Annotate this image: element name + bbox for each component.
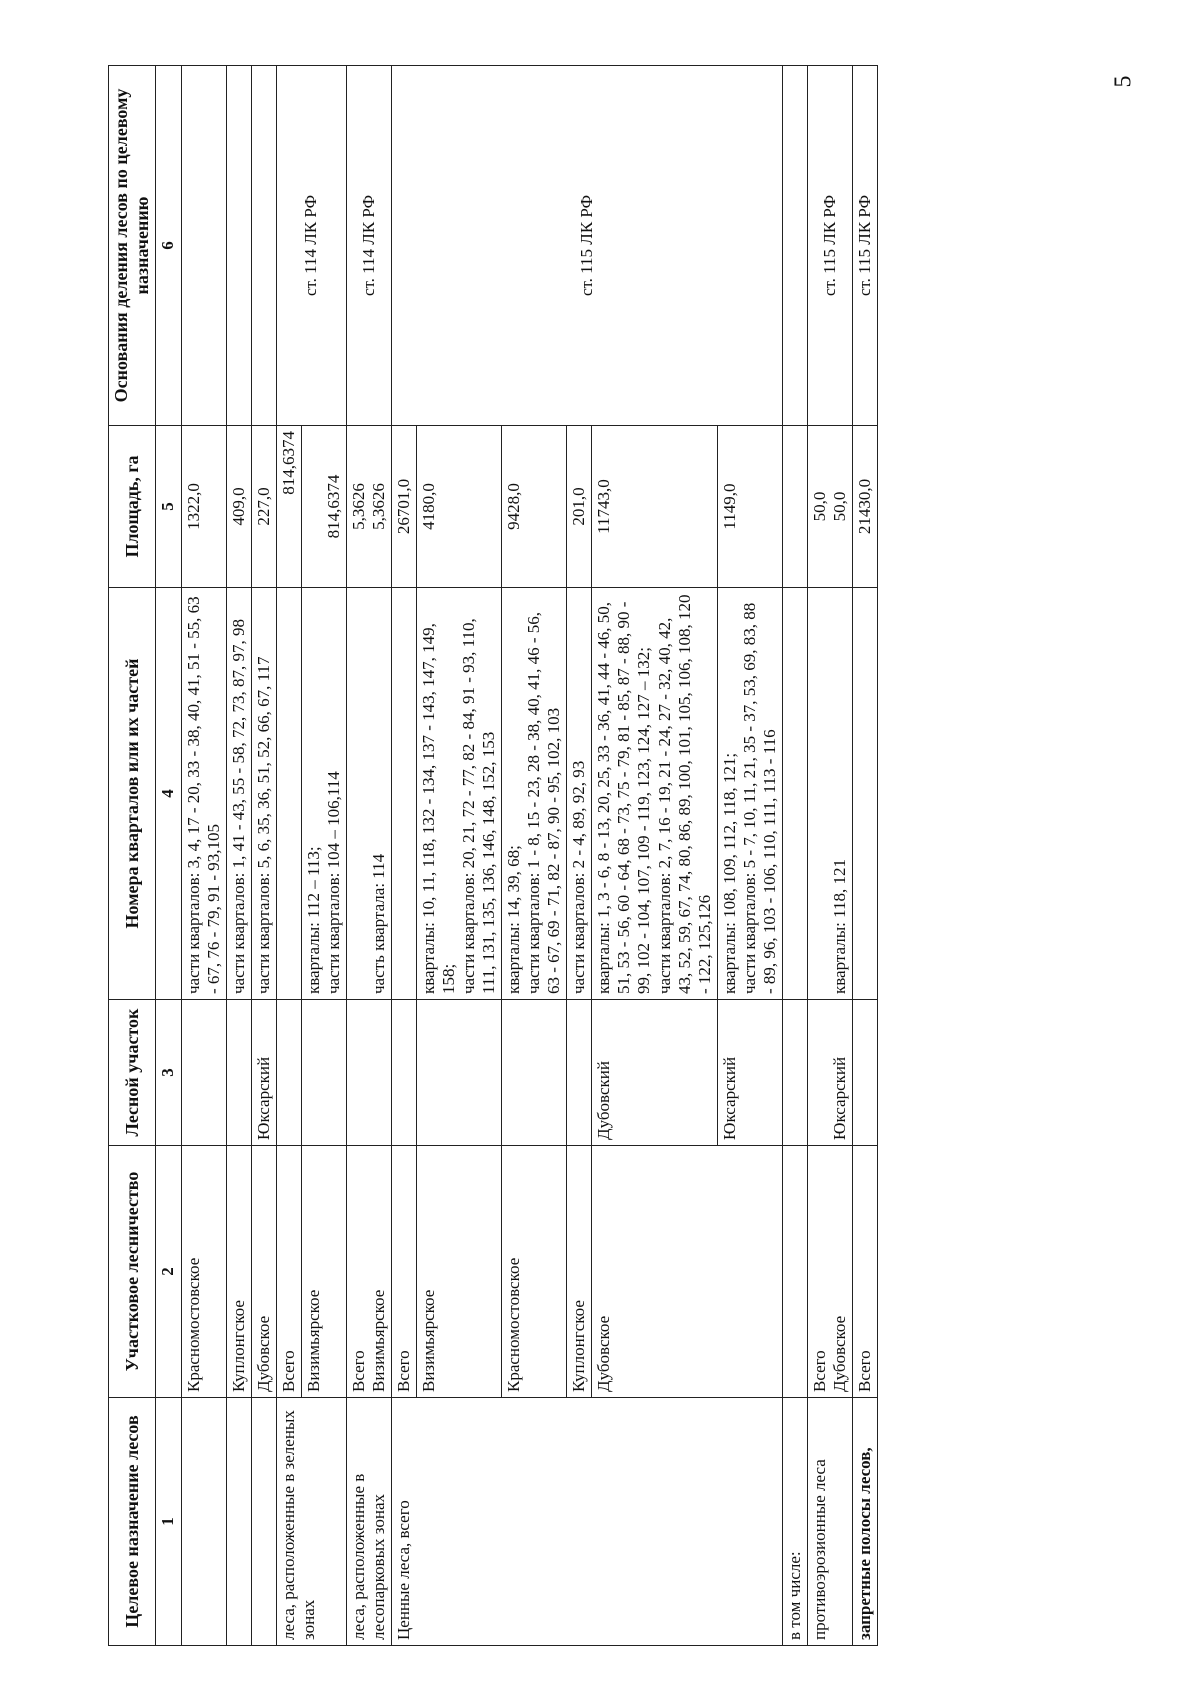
page-number: 5	[1110, 75, 1137, 88]
area-cell: 11743,0	[592, 426, 717, 588]
purpose-cell: противоэрозионные леса	[807, 1398, 852, 1646]
district-cell: Куплонгское	[226, 1146, 251, 1398]
area-cell: 21430,0	[852, 426, 877, 588]
header-area: Площадь, га	[109, 426, 156, 588]
district-cell: Всего Визимьярское	[346, 1146, 391, 1398]
table-row	[251, 66, 276, 1646]
table-row	[226, 66, 251, 1646]
area-cell: 50,0 50,0	[807, 426, 852, 588]
quarters-cell: кварталы: 108, 109, 112, 118, 121; части кварталов: 5 - 7, 10, 11, 21, 35 - 37, 53, 69, 83, 88 - 89, 96, 103 - 106, 110, 111, 113 - 116	[717, 588, 782, 1000]
col-num-3: 3	[156, 1000, 181, 1146]
table-row	[782, 66, 807, 1646]
area-cell: 409,0	[226, 426, 251, 588]
plot-cell: Дубовский	[592, 1000, 717, 1146]
rotated-table-wrapper	[108, 66, 988, 1646]
col-num-2: 2	[156, 1146, 181, 1398]
basis-cell: ст. 114 ЛК РФ	[276, 66, 346, 426]
district-cell: Визимьярское	[301, 1146, 346, 1398]
table-row	[391, 66, 416, 1646]
table-row	[852, 66, 877, 1646]
table-row	[807, 66, 852, 1646]
district-cell: Всего Дубовское	[807, 1146, 852, 1398]
quarters-cell: части кварталов: 1, 41 - 43, 55 - 58, 72, 73, 87, 97, 98	[226, 588, 251, 1000]
district-cell: Дубовское	[592, 1146, 782, 1398]
col-num-5: 5	[156, 426, 181, 588]
purpose-cell: запретные полосы лесов,	[852, 1398, 877, 1646]
purpose-cell: леса, расположенные в зеленых зонах	[276, 1398, 346, 1646]
header-row	[109, 66, 156, 1646]
area-cell: 227,0	[251, 426, 276, 588]
col-num-4: 4	[156, 588, 181, 1000]
header-plot: Лесной участок	[109, 1000, 156, 1146]
quarters-cell: части кварталов: 2 - 4, 89, 92, 93	[567, 588, 592, 1000]
purpose-cell: Ценные леса, всего	[391, 1398, 782, 1646]
quarters-cell: кварталы: 10, 11, 118, 132 - 134, 137 - 143, 147, 149, 158; части кварталов: 20, 21, 72 - 77, 82 - 84, 91 - 93, 110, 111, 131, 135, 136, 146, 148, 152, 153	[416, 588, 501, 1000]
quarters-cell: кварталы: 1, 3 - 6, 8 - 13, 20, 25, 33 - 36, 41, 44 - 46, 50, 51, 53 - 56, 60 - 64, 68 - 73, 75 - 79, 81 - 85, 87 - 88, 90 - 99, 102 - 104, 107, 109 - 119, 123, 124, 127 – 132; части кварталов: 2, 7, 16 - 19, 21 - 24, 27 - 32, 40, 42, 43, 52, 59, 67, 74, 80, 86, 89, 100, 101, 105, 106, 108, 120 - 122, 125,126	[592, 588, 717, 1000]
basis-cell: ст. 115 ЛК РФ	[391, 66, 782, 426]
table-row	[181, 66, 226, 1646]
area-cell: 4180,0	[416, 426, 501, 588]
district-cell: Красномостовское	[502, 1146, 567, 1398]
quarters-cell: кварталы: 112 – 113; части кварталов: 104 – 106,114	[301, 588, 346, 1000]
forest-purpose-table	[108, 65, 878, 1646]
rotated-table-inner	[108, 66, 988, 1646]
header-purpose: Целевое назначение лесов	[109, 1398, 156, 1646]
quarters-cell: части кварталов: 5, 6, 35, 36, 51, 52, 66, 67, 117	[251, 588, 276, 1000]
header-quarters: Номера кварталов или их частей	[109, 588, 156, 1000]
header-basis: Основания деления лесов по целевому назначению	[109, 66, 156, 426]
area-cell: 201,0	[567, 426, 592, 588]
area-cell: 1322,0	[181, 426, 226, 588]
col-num-6: 6	[156, 66, 181, 426]
district-cell: Всего	[391, 1146, 416, 1398]
plot-cell: Юксарский	[251, 1000, 276, 1146]
district-cell: Всего	[852, 1146, 877, 1398]
district-cell: Визимьярское	[416, 1146, 501, 1398]
basis-cell: ст. 114 ЛК РФ	[346, 66, 391, 426]
area-cell: 9428,0	[502, 426, 567, 588]
col-num-1: 1	[156, 1398, 181, 1646]
quarters-cell: часть квартала: 114	[346, 588, 391, 1000]
district-cell: Дубовское	[251, 1146, 276, 1398]
area-cell: 814,6374	[301, 426, 346, 588]
purpose-cell: леса, расположенные в лесопарковых зонах	[346, 1398, 391, 1646]
table-row	[346, 66, 391, 1646]
purpose-cell: в том числе:	[782, 1398, 807, 1646]
quarters-cell: кварталы: 118, 121	[807, 588, 852, 1000]
area-cell: 5,3626 5,3626	[346, 426, 391, 588]
area-cell: 814,6374	[276, 426, 301, 588]
district-cell: Всего	[276, 1146, 301, 1398]
area-cell: 26701,0	[391, 426, 416, 588]
district-cell: Куплонгское	[567, 1146, 592, 1398]
quarters-cell: части кварталов: 3, 4, 17 - 20, 33 - 38, 40, 41, 51 - 55, 63 - 67, 76 - 79, 91 - 93,105	[181, 588, 226, 1000]
district-cell: Красномостовское	[181, 1146, 226, 1398]
plot-cell: Юксарский	[717, 1000, 782, 1146]
area-cell: 1149,0	[717, 426, 782, 588]
quarters-cell: кварталы: 14, 39, 68; части кварталов: 1 - 8, 15 - 23, 28 - 38, 40, 41, 46 - 56, 63 - 67, 69 - 71, 82 - 87, 90 - 95, 102, 103	[502, 588, 567, 1000]
header-district: Участковое лесничество	[109, 1146, 156, 1398]
basis-cell: ст. 115 ЛК РФ	[852, 66, 877, 426]
column-number-row	[156, 66, 181, 1646]
basis-cell: ст. 115 ЛК РФ	[807, 66, 852, 426]
table-row	[276, 66, 301, 1646]
plot-cell: Юксарский	[807, 1000, 852, 1146]
